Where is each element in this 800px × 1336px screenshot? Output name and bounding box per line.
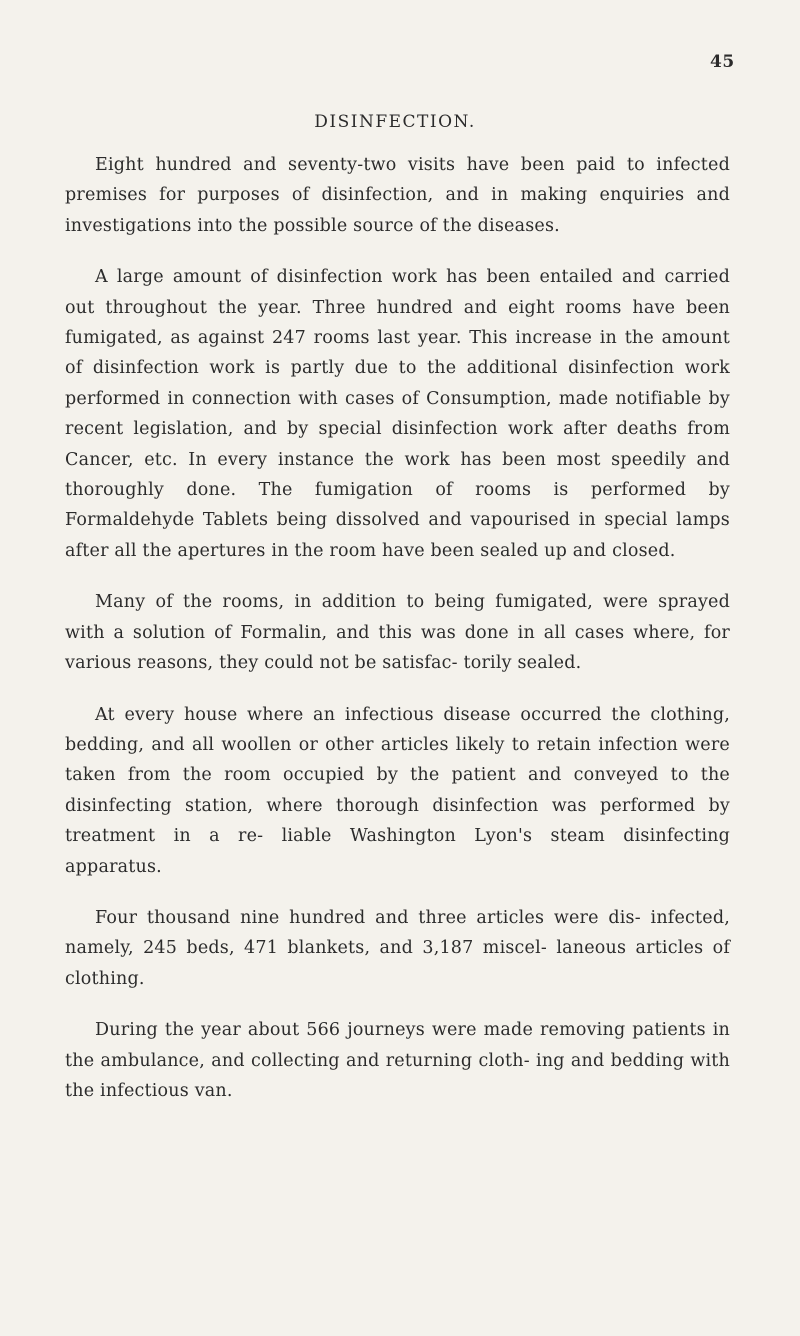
paragraph-articles-count: Four thousand nine hundred and three articles were dis- infected, namely, 245 beds, 471 blankets, and 3,187 miscel- laneous articles of clothing. — [65, 907, 730, 989]
paragraph-visits: Eight hundred and seventy-two visits have been paid to infected premises for purposes of disinfection, and in making enquiries and investigations into the possible source of the diseases. — [65, 155, 730, 236]
paragraph-ambulance: During the year about 566 journeys were made removing patients in the ambulance, and collecting and returning cloth- ing and bedding with the infectious van. — [65, 1020, 730, 1101]
paragraph-formalin: Many of the rooms, in addition to being fumigated, were sprayed with a solution of Formalin, and this was done in all cases where, for various reasons, they could not be satisfac- torily sealed. — [65, 592, 730, 674]
paragraph-fumigation: A large amount of disinfection work has been entailed and carried out throughout the year. Three hundred and eight rooms have been fumigated, as against 247 rooms last year. This increase in the amount of disinfection work is partly due to the additional disinfection work performed in connection with cases of Consumption, made notifiable by recent legislation, and by special disinfection work after deaths from Cancer, etc. In every instance the work has been most speedily and thoroughly done. The fumigation of rooms is performed by Formaldehyde Tablets being dissolved and vapourised in special lamps after all the apertures in the room have been sealed up and closed. — [65, 267, 730, 561]
page-title: DISINFECTION. — [314, 112, 476, 132]
body-text — [65, 150, 730, 1127]
page-number: 45 — [710, 52, 735, 72]
paragraph-steam-disinfection: At every house where an infectious disease occurred the clothing, bedding, and all woollen or other articles likely to retain infection were taken from the room occupied by the patient and conveyed to the disinfecting station, where thorough disinfection was performed by treatment in a re- liable Washington Lyon's steam disinfecting apparatus. — [65, 704, 730, 877]
